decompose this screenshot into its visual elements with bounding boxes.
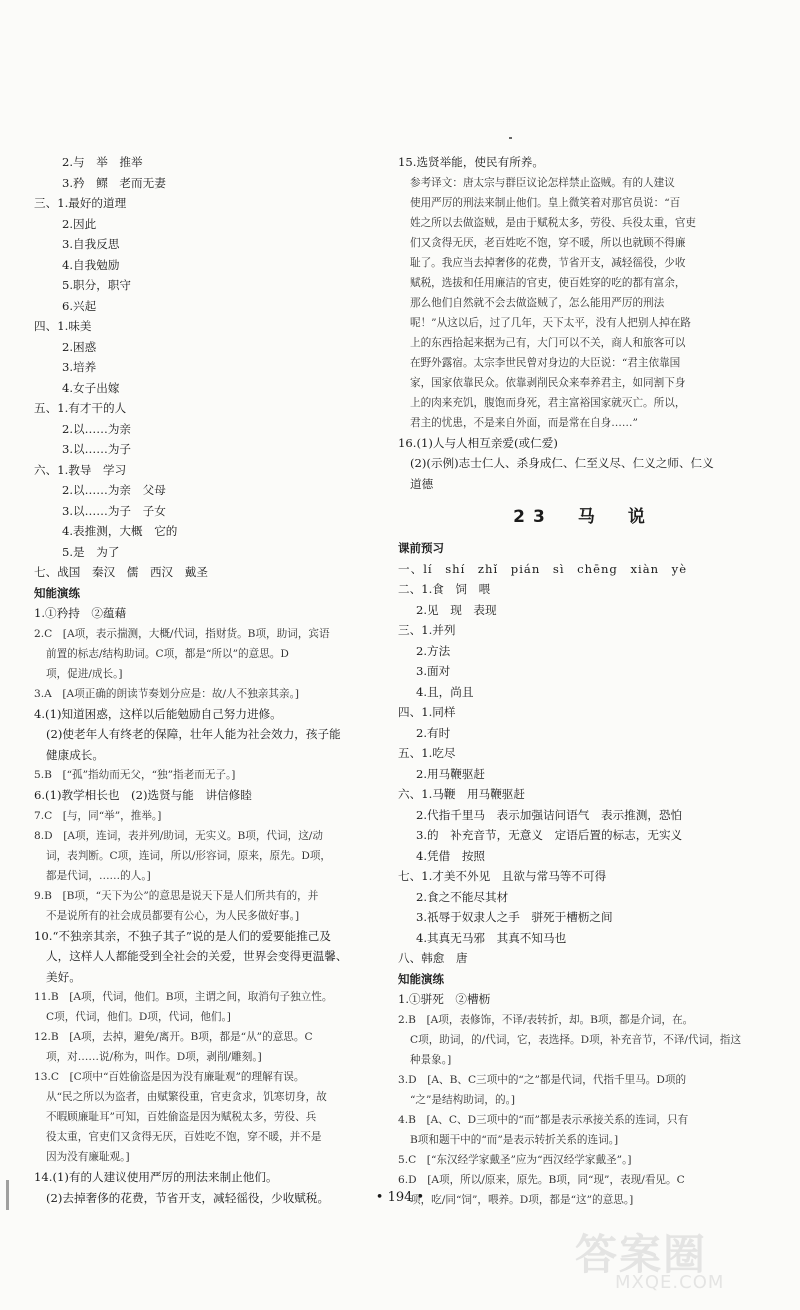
- right-column: [398, 152, 768, 1210]
- text-line: 词，表判断。C项，连词，所以/形容词，原来，原先。D项，: [46, 849, 332, 862]
- text-line: 三、1.并列: [398, 623, 456, 637]
- text-line: 2.C [A项，表示揣测，大概/代词，指财货。B项，助词，宾语: [34, 627, 330, 640]
- text-line: 家，国家依靠民众。依靠剥削民众来奉养君主，如同割下身: [410, 376, 686, 389]
- text-line: 14.(1)有的人建议使用严厉的刑法来制止他们。: [34, 1170, 278, 1184]
- text-line: 美好。: [46, 969, 81, 984]
- text-line: 们又贪得无厌，老百姓吃不饱，穿不暖，所以也就顾不得廉: [410, 236, 686, 249]
- section-heading: 知能演练: [34, 585, 80, 600]
- text-line: 四、1.同样: [398, 705, 456, 719]
- text-line: (2)(示例)志士仁人、杀身成仁、仁至义尽、仁义之师、仁义: [410, 456, 714, 470]
- page-number: • 194 •: [375, 1190, 425, 1205]
- text-line: 3.以……为子 子女: [62, 503, 166, 518]
- text-line: 使用严厉的刑法来制止他们。皇上微笑着对那官员说：“百: [410, 196, 681, 209]
- text-line: 君主的忧患，不是来自外面，而是常在自身……”: [410, 416, 638, 429]
- text-line: 项，吃/同“饲”，喂养。D项，都是“这”的意思。]: [410, 1193, 634, 1206]
- text-line: 耻了。我应当去掉奢侈的花费，节省开支，减轻徭役，少收: [410, 256, 686, 269]
- text-line: 在野外露宿。太宗李世民曾对身边的大臣说：“君主依靠国: [410, 356, 681, 369]
- text-line: 道德: [410, 476, 434, 491]
- text-line: 一、lí shí zhǐ pián sì chēng xiàn yè: [398, 561, 688, 576]
- text-line: 二、1.食 饲 喂: [398, 582, 491, 596]
- text-line: 13.C [C项中“百姓偷盗是因为没有廉耻观”的理解有误。: [34, 1071, 305, 1083]
- text-line: 六、1.教导 学习: [34, 462, 127, 477]
- text-line: 4.且，尚且: [416, 684, 474, 699]
- text-line: 6.D [A项，所以/原来，原先。B项，同“现”，表现/看见。C: [398, 1173, 685, 1186]
- text-line: 项，对……说/称为，叫作。D项，剥削/雕刻。]: [46, 1051, 262, 1063]
- text-line: 4.自我勉励: [62, 257, 120, 272]
- text-line: 1.①骈死 ②槽枥: [398, 992, 491, 1006]
- text-line: 12.B [A项，去掉，避免/离开。B项，都是“从”的意思。C: [34, 1031, 313, 1043]
- watermark-url: MXQE.COM: [615, 1272, 725, 1293]
- text-line: 3.面对: [416, 664, 451, 678]
- text-line: 五、1.有才干的人: [34, 401, 127, 415]
- text-line: 三、1.最好的道理: [34, 196, 127, 210]
- text-line: 2.食之不能尽其材: [416, 889, 509, 904]
- text-line: 5.C [“东汉经学家戴圣”应为“西汉经学家戴圣”。]: [398, 1153, 632, 1166]
- text-line: 15.选贤举能，使民有所养。: [398, 155, 544, 169]
- text-line: 6.(1)教学相长也 (2)选贤与能 讲信修睦: [34, 788, 252, 802]
- text-line: 3.培养: [62, 360, 97, 374]
- watermark-logo: [575, 1222, 775, 1302]
- text-line: 11.B [A项，代词，他们。B项，主谓之间，取消句子独立性。: [34, 991, 333, 1003]
- text-line: 2.以……为亲 父母: [62, 483, 166, 497]
- watermark-text: 答案圈: [575, 1230, 708, 1279]
- text-line: 4.其真无马邪 其真不知马也: [416, 930, 567, 945]
- text-line: 2.B [A项，表修饰，不译/表转折，却。B项，都是介词，在。: [398, 1013, 694, 1026]
- text-line: 五、1.吃尽: [398, 746, 456, 760]
- text-line: 2.有时: [416, 725, 451, 740]
- text-line: 6.兴起: [62, 298, 97, 313]
- text-line: 健康成长。: [46, 747, 104, 762]
- text-line: 5.职分，职守: [62, 278, 132, 292]
- text-line: 2.用马鞭驱赶: [416, 766, 486, 781]
- chapter-title: 23 马 说: [513, 507, 653, 527]
- right-top-block: [398, 152, 768, 494]
- text-line: 从“民之所以为盗者，由赋繁役重，官吏贪求，饥寒切身，故: [46, 1091, 327, 1103]
- text-line: 8.D [A项，连词，表并列/助词，无实义。B项，代词，这/动: [34, 829, 323, 842]
- text-line: 3.A [A项正确的朗读节奏划分应是：故/人不独亲其亲。]: [34, 687, 300, 700]
- text-line: “之”是结构助词，的。]: [410, 1093, 516, 1106]
- text-line: 七、1.才美不外见 且欲与常马等不可得: [398, 869, 607, 883]
- text-line: 前置的标志/结构助词。C项，都是“所以”的意思。D: [46, 647, 289, 660]
- text-line: 2.代指千里马 表示加强诘问语气 表示推测，恐怕: [416, 807, 683, 822]
- text-line: 4.B [A、C、D三项中的“而”都是表示承接关系的连词，只有: [398, 1113, 689, 1126]
- text-line: 因为没有廉耻观。]: [46, 1151, 130, 1163]
- text-line: 姓之所以去做盗贼，是由于赋税太多，劳役、兵役太重，官吏: [410, 216, 697, 229]
- text-line: 1.①矜持 ②蕴藉: [34, 606, 127, 620]
- text-line: 2.方法: [416, 643, 451, 658]
- text-line: 上的肉来充饥，腹饱而身死，君主富裕国家就灭亡。所以，: [410, 396, 686, 409]
- text-line: 八、韩愈 唐: [398, 951, 468, 965]
- text-line: 10.“不独亲其亲，不独子其子”说的是人们的爱要能推己及: [34, 928, 331, 943]
- text-line: B项和题干中的“而”是表示转折关系的连词。]: [410, 1133, 619, 1146]
- text-line: 16.(1)人与人相互亲爱(或仁爱): [398, 435, 558, 450]
- text-line: 赋税，选拔和任用廉洁的官吏，使百姓穿的吃的都有富余，: [410, 276, 686, 289]
- right-bottom-block: [398, 538, 768, 1210]
- left-column: [34, 152, 376, 1208]
- text-line: C项，代词，他们。D项，代词，他们。]: [46, 1011, 231, 1023]
- text-line: 不是说所有的社会成员都要有公心，为人民多做好事。]: [46, 909, 300, 922]
- text-line: 2.与 举 推举: [62, 155, 143, 169]
- text-line: 不暇顾廉耻耳”可知，百姓偷盗是因为赋税太多，劳役、兵: [46, 1111, 317, 1123]
- text-line: 3.D [A、B、C三项中的“之”都是代词，代指千里马。D项的: [398, 1073, 687, 1086]
- text-line: 都是代词，……的人。]: [46, 869, 151, 882]
- text-line: 3.矜 鳏 老而无妻: [62, 175, 166, 190]
- text-line: 项，促进/成长。]: [46, 667, 123, 680]
- text-line: 参考译文：唐太宗与群臣议论怎样禁止盗贼。有的人建议: [410, 176, 675, 189]
- text-line: 4.(1)知道困惑，这样以后能勉励自己努力进修。: [34, 706, 282, 721]
- section-heading: 知能演练: [398, 971, 444, 986]
- text-line: 9.B [B项，“天下为公”的意思是说天下是人们所共有的，并: [34, 889, 319, 902]
- text-line: 4.凭借 按照: [416, 848, 486, 863]
- text-line: 4.表推测，大概 它的: [62, 524, 178, 538]
- text-line: (2)使老年人有终老的保障，壮年人能为社会效力，孩子能: [46, 727, 341, 741]
- text-line: 呢！”从这以后，过了几年，天下太平，没有人把别人掉在路: [410, 316, 691, 329]
- text-line: 2.因此: [62, 216, 97, 231]
- text-line: 2.见 现 表现: [416, 602, 497, 617]
- text-line: 四、1.味美: [34, 319, 92, 333]
- text-line: 种景象。]: [410, 1053, 452, 1066]
- text-line: 3.祇辱于奴隶人之手 骈死于槽枥之间: [416, 910, 613, 924]
- text-line: C项，助词，的/代词，它，表选择。D项，补充音节，不译/代词，指这: [410, 1033, 741, 1046]
- text-line: 3.以……为子: [62, 442, 132, 456]
- scan-dot: [509, 137, 512, 139]
- text-line: 5.B [“孤”指幼而无父，“独”指老而无子。]: [34, 769, 236, 781]
- text-line: 2.困惑: [62, 339, 97, 354]
- text-line: 3.自我反思: [62, 237, 120, 251]
- text-line: 人，这样人人都能受到全社会的关爱，世界会变得更温馨、: [46, 949, 348, 963]
- text-line: 3.的 补充音节，无意义 定语后置的标志，无实义: [416, 828, 683, 842]
- text-line: (2)去掉奢侈的花费，节省开支，减轻徭役，少收赋税。: [46, 1190, 330, 1205]
- text-line: 役太重，官吏们又贪得无厌，百姓吃不饱，穿不暖，并不是: [46, 1131, 322, 1143]
- text-line: 七、战国 秦汉 儒 西汉 戴圣: [34, 565, 208, 579]
- text-line: 5.是 为了: [62, 544, 120, 559]
- scan-artifact: [6, 1180, 9, 1210]
- text-line: 六、1.马鞭 用马鞭驱赶: [398, 787, 525, 801]
- text-line: 4.女子出嫁: [62, 380, 120, 395]
- text-line: 7.C [与，同“举”，推举。]: [34, 809, 162, 822]
- text-line: 2.以……为亲: [62, 421, 132, 436]
- text-line: 上的东西拾起来据为己有，大门可以不关，商人和旅客可以: [410, 336, 686, 349]
- section-heading: 课前预习: [398, 541, 444, 555]
- text-line: 那么他们自然就不会去做盗贼了，怎么能用严厉的刑法: [410, 296, 665, 309]
